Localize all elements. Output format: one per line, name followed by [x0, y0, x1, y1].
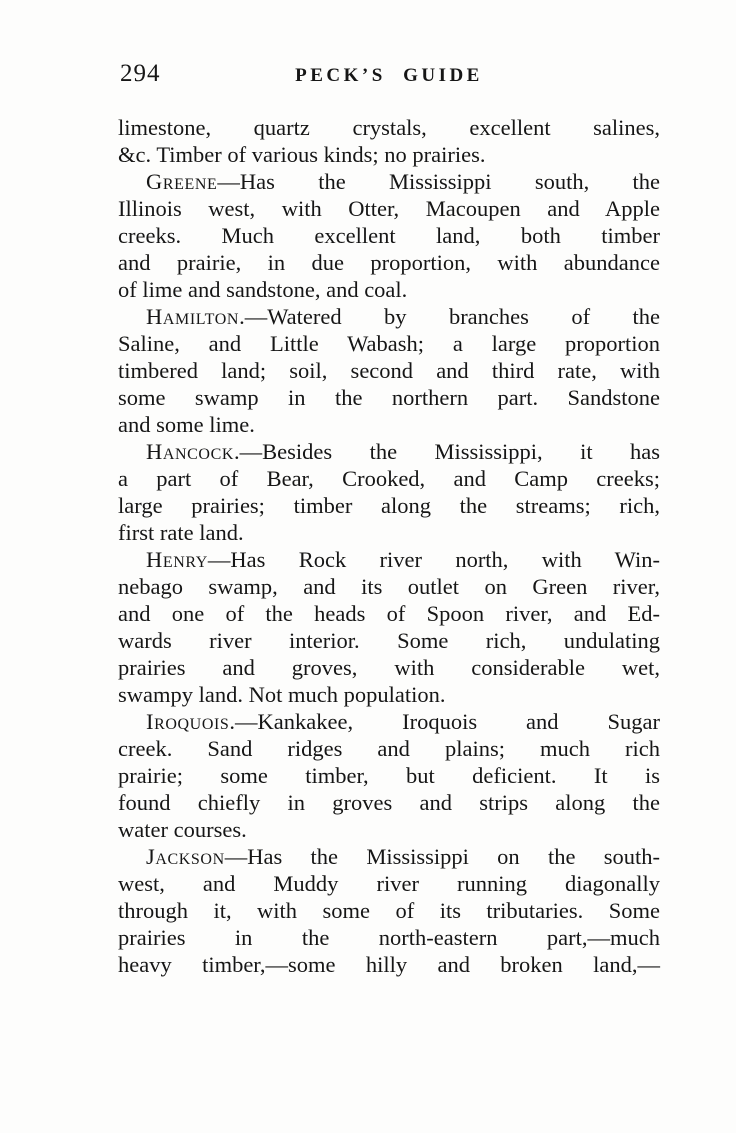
text-line: Illinois west, with Otter, Macoupen and Apple	[118, 196, 660, 221]
text-line: Greene—Has the Mississippi south, the	[146, 169, 660, 194]
paragraph	[118, 843, 660, 978]
county-name: Henry	[146, 547, 208, 572]
text-line: creek. Sand ridges and plains; much rich	[118, 736, 660, 761]
text-block	[118, 114, 660, 978]
county-name: Iroquois	[146, 709, 230, 734]
paragraph	[118, 546, 660, 708]
text-line: nebago swamp, and its outlet on Green river,	[118, 574, 660, 599]
text-line: swampy land. Not much population.	[118, 682, 446, 707]
text-line: Saline, and Little Wabash; a large proportion	[118, 331, 660, 356]
text-line: a part of Bear, Crooked, and Camp creeks;	[118, 466, 660, 491]
county-name: Hancock	[146, 439, 235, 464]
text-line: wards river interior. Some rich, undulating	[118, 628, 660, 653]
text-line: through it, with some of its tributaries. Some	[118, 898, 660, 923]
text-line: Hancock.—Besides the Mississippi, it has	[146, 439, 660, 464]
text-line: found chiefly in groves and strips along the	[118, 790, 660, 815]
text-line: large prairies; timber along the streams; rich,	[118, 493, 660, 518]
text-line: prairies and groves, with considerable wet,	[118, 655, 660, 680]
page-number: 294	[120, 60, 161, 87]
text-line: timbered land; soil, second and third rate, with	[118, 358, 660, 383]
county-name: Hamilton	[146, 304, 240, 329]
text-line: of lime and sandstone, and coal.	[118, 277, 408, 302]
text-line: and some lime.	[118, 412, 255, 437]
page-header	[118, 60, 660, 90]
text-line: some swamp in the northern part. Sandstone	[118, 385, 660, 410]
paragraph	[118, 438, 660, 546]
paragraph	[118, 114, 660, 168]
text-line: prairies in the north-eastern part,—much	[118, 925, 660, 950]
text-line: Hamilton.—Watered by branches of the	[146, 304, 660, 329]
paragraph	[118, 303, 660, 438]
text-line: limestone, quartz crystals, excellent salines,	[118, 115, 660, 140]
text-line: Henry—Has Rock river north, with Win-	[146, 547, 660, 572]
text-line: &c. Timber of various kinds; no prairies.	[118, 142, 486, 167]
text-line: first rate land.	[118, 520, 244, 545]
text-line: Iroquois.—Kankakee, Iroquois and Sugar	[146, 709, 660, 734]
text-line: heavy timber,—some hilly and broken land,—	[118, 952, 660, 977]
running-head: PECK’S GUIDE	[295, 65, 483, 86]
text-line: Jackson—Has the Mississippi on the south-	[146, 844, 660, 869]
text-line: water courses.	[118, 817, 247, 842]
county-name: Greene	[146, 169, 218, 194]
county-name: Jackson	[146, 844, 225, 869]
text-line: prairie; some timber, but deficient. It is	[118, 763, 660, 788]
text-line: and prairie, in due proportion, with abundance	[118, 250, 660, 275]
paragraph	[118, 168, 660, 303]
paragraph	[118, 708, 660, 843]
text-line: and one of the heads of Spoon river, and Ed-	[118, 601, 660, 626]
text-line: west, and Muddy river running diagonally	[118, 871, 660, 896]
text-line: creeks. Much excellent land, both timber	[118, 223, 660, 248]
